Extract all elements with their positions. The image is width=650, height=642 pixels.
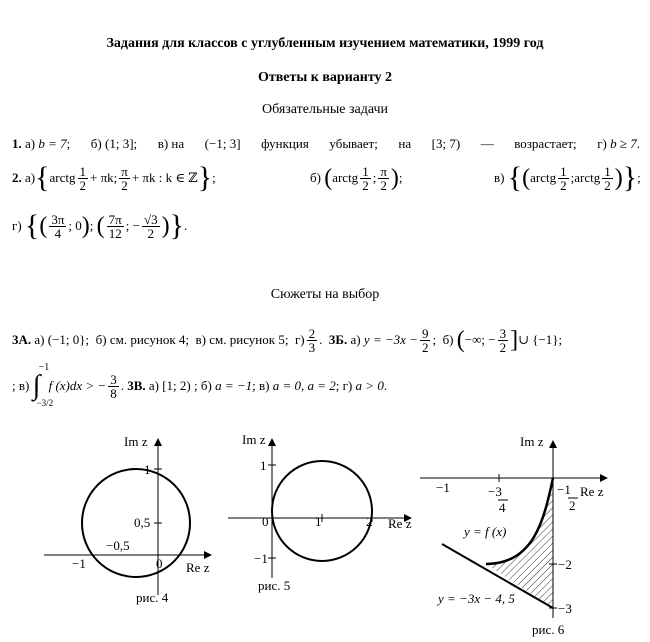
figure-5 (228, 428, 418, 598)
p2-a-pi: π (121, 163, 128, 179)
p1-v-int1: (−1; 3] (204, 136, 241, 151)
p2-v-block: в) { ( arctg $\frac{1}{2}$ ; arctg $\frac{1}{2}$ ) } ; (494, 161, 641, 194)
p2-a-frac-num: 1 (79, 163, 86, 179)
p2-b-arctg: arctg (332, 170, 359, 185)
problem-1: 1. а) b = 7; б) (1; 3]; в) на (−1; 3] функция убывает; на [3; 7) — возрастает; г) b ≥ 7. (12, 136, 640, 151)
p2-b-block: б) ( arctg $\frac{1}{2}$ ; $\frac{\pi}{2}$ ) ; (310, 163, 403, 193)
fig6-im-label: Im z (520, 434, 544, 449)
fig5-tick-x2: 2 (366, 514, 373, 529)
problem-1-number: 1. (12, 136, 22, 151)
svg-text:2: 2 (569, 498, 576, 513)
optional-line-1: 3А. а) (−1; 0} ; б) см. рисунок 4; в) см. рисунок 5; г) $\frac{2}{3}$ . 3Б. а) y = −3x − $\frac{9}{2}$ ; б) ( −∞; − $\frac{3}{2}$ ] ∪ {−1} ; (12, 325, 563, 355)
fig6-caption: рис. 6 (532, 622, 565, 637)
p1-v-text4: возрастает; (514, 136, 577, 151)
p1-g: г) (597, 136, 607, 151)
optional-line-2: ; в) −1 ∫ −3/2 f (x)dx > − $\frac{3}{8}$ . 3В. а) [1; 2) ; б) a = −1 ; в) a = 0 , a = 2 ; г) a > 0 . (12, 362, 388, 408)
section-required: Обязательные задачи (261, 102, 389, 117)
p1-a-value: b = 7 (38, 136, 67, 151)
p1-v-text3: на (398, 136, 412, 151)
fig6-tick-y-m12 (557, 482, 578, 513)
problem-3a-number: 3А. (12, 332, 32, 347)
fig4-tick-1: 1 (144, 462, 151, 477)
fig6-label-line: y = −3x − 4, 5 (438, 591, 515, 606)
answers-title: Ответы к варианту 2 (257, 70, 393, 85)
fig6-tick-y-m3: −3 (558, 601, 572, 616)
fig6-tick-x-m34 (488, 484, 508, 515)
svg-text:−1: −1 (557, 482, 571, 497)
p1-v-int2: [3; 7) (431, 136, 461, 151)
p2-g: г) (12, 218, 22, 233)
p1-v-dash: — (480, 136, 494, 151)
fig5-tick-x1: 1 (315, 514, 322, 529)
fig5-tick-m1: −1 (254, 551, 268, 566)
fig4-im-label: Im z (124, 434, 148, 449)
problem-3v-number: 3В. (127, 378, 146, 393)
p2-a-frac-den: 2 (79, 177, 86, 193)
fig4-tick-0: 0 (156, 556, 163, 571)
fig6-tick-y-m2: −2 (558, 557, 572, 572)
fig5-im-label: Im z (242, 432, 266, 447)
p1-v-text2: убывает; (329, 136, 378, 151)
fig4-re-label: Re z (186, 560, 210, 575)
p1-v: в) на (157, 136, 185, 151)
fig4-tick-m05: −0,5 (106, 538, 130, 553)
fig5-tick-1: 1 (260, 458, 267, 473)
problem-2-number: 2. (12, 170, 22, 185)
p1-g-value: b ≥ 7 (610, 136, 637, 151)
section-optional: Сюжеты на выбор (270, 287, 380, 302)
p1-v-text1: функция (261, 136, 309, 151)
p2-a-arctg: arctg (49, 170, 76, 185)
p1-a: а) (25, 136, 36, 151)
svg-text:4: 4 (499, 500, 506, 515)
p2-v-arctg1: arctg (530, 170, 557, 185)
fig5-caption: рис. 5 (258, 578, 291, 593)
fig6-tick-x-m1: −1 (436, 480, 450, 495)
p2-a-tail2: + πk : k ∈ ℤ (131, 170, 198, 185)
problem-3b-number: 3Б. (328, 332, 348, 347)
page-title: Задания для классов с углубленным изучением математики, 1999 год (106, 36, 544, 51)
fig5-tick-0: 0 (262, 514, 269, 529)
p2-v-arctg2: arctg (574, 170, 601, 185)
fig5-circle (272, 461, 372, 561)
p2-v: в) (494, 170, 505, 185)
figure-6 (418, 430, 614, 640)
fig4-caption: рис. 4 (136, 590, 169, 605)
p2-a-tail1: + πk; (90, 170, 118, 185)
svg-text:−3: −3 (488, 484, 502, 499)
p1-b-value: (1; 3] (105, 136, 134, 151)
p2-a: а) (25, 170, 36, 185)
fig4-tick-05: 0,5 (134, 515, 151, 530)
p1-b: б) (90, 136, 102, 151)
problem-2-line-2: г) { ( $\frac{3\pi}{4}$ ; 0 ) ; ( $\frac{7\pi}{12}$ ; − $\frac{√3}{2}$ ) } . (12, 209, 188, 242)
fig4-tick-m1: −1 (72, 556, 86, 571)
fig5-re-label: Re z (388, 516, 412, 531)
p2-b: б) (310, 170, 321, 185)
fig6-re-label: Re z (580, 484, 604, 499)
problem-2-line-1: 2. а) { arctg $\frac{1}{2}$ + πk; $\frac{\pi}{2}$ + πk : k ∈ ℤ } ; (12, 161, 216, 194)
figure-4 (40, 430, 220, 610)
fig6-label-f: y = f (x) (464, 524, 507, 539)
p2-b-pi: π (380, 163, 387, 179)
